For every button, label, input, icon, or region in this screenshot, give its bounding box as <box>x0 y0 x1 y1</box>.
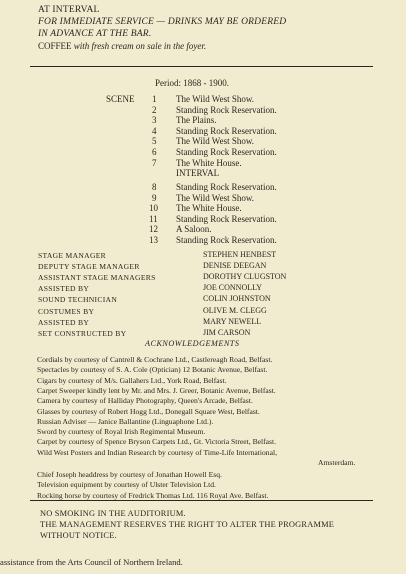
scene-name: The Wild West Show. <box>176 192 254 203</box>
acknowledgement-line: Spectacles by courtesy of S. A. Cole (Optician) 12 Botanic Avenue, Belfast. <box>37 365 268 375</box>
acknowledgement-line: Glasses by courtesy of Robert Hogg Ltd., Donegall Square West, Belfast. <box>37 406 260 416</box>
scene-number: 11 <box>149 213 158 224</box>
scene-number: 6 <box>152 147 157 157</box>
scene-label: SCENE <box>106 94 135 104</box>
scene-number: 5 <box>152 136 157 147</box>
acknowledgement-line: Rocking horse by courtesy of Fredrick Thomas Ltd. 116 Royal Ave. Belfast. <box>37 490 269 500</box>
crew-role: ASSISTED BY <box>38 284 90 294</box>
crew-role: COSTUMES BY <box>38 306 95 316</box>
interval-line-2: IN ADVANCE AT THE BAR. <box>38 29 152 39</box>
crew-role: STAGE MANAGER <box>38 251 107 260</box>
acknowledgement-line: Amsterdam. <box>318 458 356 467</box>
coffee-line <box>38 41 206 51</box>
scene-name: The Wild West Show. <box>176 94 254 104</box>
crew-name: STEPHEN HENBEST <box>203 250 277 259</box>
no-smoking-notice: NO SMOKING IN THE AUDITORIUM. <box>40 509 186 518</box>
acknowledgement-line: Television equipment by courtesy of Ulster Television Ltd. <box>37 480 216 490</box>
coffee-word: COFFEE <box>38 41 72 51</box>
scene-name: A Saloon. <box>176 224 212 235</box>
crew-role: SET CONSTRUCTED BY <box>38 328 127 338</box>
scene-number: 12 <box>149 224 158 235</box>
acknowledgement-line: Carpet Sweeper kindly lent by Mr. and Mrs. J. Greer, Botanic Avenue, Belfast. <box>37 385 276 395</box>
scene-number: 3 <box>152 115 157 126</box>
scene-name: Standing Rock Reservation. <box>176 235 277 245</box>
scene-number: 4 <box>152 125 157 136</box>
interval-line-1: FOR IMMEDIATE SERVICE — DRINKS MAY BE ORDERED <box>38 17 287 27</box>
scene-name: The White House. <box>176 157 242 168</box>
scene-name: Standing Rock Reservation. <box>176 147 277 157</box>
crew-name: MARY NEWELL <box>203 316 262 326</box>
crew-name: JIM CARSON <box>203 327 251 337</box>
period: Period: 1868 - 1900. <box>155 78 229 88</box>
acknowledgements-heading: ACKNOWLEDGEMENTS <box>145 339 240 348</box>
scene-name: The Plains. <box>176 115 217 126</box>
crew-name: COLIN JOHNSTON <box>203 294 271 304</box>
footer-rule <box>30 500 373 501</box>
top-rule <box>30 66 373 67</box>
management-notice-line-1: THE MANAGEMENT RESERVES THE RIGHT TO ALTER THE PROGRAMME <box>40 520 335 529</box>
crew-name: DENISE DEEGAN <box>203 261 267 271</box>
scene-number: 8 <box>152 182 157 192</box>
acknowledgement-line: Camera by courtesy of Halliday Photography, Queen's Arcade, Belfast. <box>37 396 253 406</box>
crew-role: ASSISTED BY <box>38 317 90 327</box>
scene-name: The White House. <box>176 203 242 214</box>
scene-number: 13 <box>149 235 158 245</box>
arts-council-credit: assistance from the Arts Council of Northern Ireland. <box>0 557 183 567</box>
crew-role: ASSISTANT STAGE MANAGERS <box>38 273 156 283</box>
scene-name: Standing Rock Reservation. <box>176 125 277 136</box>
crew-name: JOE CONNOLLY <box>203 283 262 293</box>
coffee-rest: with fresh cream on sale in the foyer. <box>73 41 207 51</box>
scene-number: 2 <box>152 104 157 115</box>
crew-role: SOUND TECHNICIAN <box>38 295 118 305</box>
scene-name: Standing Rock Reservation. <box>176 104 277 115</box>
scene-name: Standing Rock Reservation. <box>176 182 277 192</box>
acknowledgement-line: Cordials by courtesy of Cantrell & Cochrane Ltd., Castlereagh Road, Belfast. <box>37 355 273 364</box>
scene-number: 7 <box>152 157 157 168</box>
acknowledgement-line: Cigars by courtesy of M/s. Gallahers Ltd., York Road, Belfast. <box>37 375 227 385</box>
acknowledgement-line: Chief Joseph headdress by courtesy of Jonathan Howell Esq. <box>37 470 222 479</box>
acknowledgement-line: Sword by courtesy of Royal Irish Regimental Museum. <box>37 427 206 437</box>
management-notice-line-2: WITHOUT NOTICE. <box>40 531 117 540</box>
interval-label: INTERVAL <box>176 168 220 178</box>
interval-heading: AT INTERVAL <box>38 5 100 15</box>
scene-name: Standing Rock Reservation. <box>176 213 277 224</box>
acknowledgement-line: Carpet by courtesy of Spence Bryson Carpets Ltd., Gt. Victoria Street, Belfast. <box>37 437 276 447</box>
acknowledgement-line: Wild West Posters and Indian Research by courtesy of Time-Life International, <box>37 447 277 457</box>
crew-name: DOROTHY CLUGSTON <box>203 272 287 282</box>
scene-number: 9 <box>152 192 157 203</box>
crew-role: DEPUTY STAGE MANAGER <box>38 262 140 272</box>
crew-name: OLIVE M. CLEGG <box>203 305 267 315</box>
scene-number: 10 <box>149 203 158 214</box>
scene-name: The Wild West Show. <box>176 136 254 147</box>
scene-number: 1 <box>152 94 157 104</box>
acknowledgement-line: Russian Adviser — Janice Ballantine (Linguaphone Ltd.). <box>37 416 214 426</box>
